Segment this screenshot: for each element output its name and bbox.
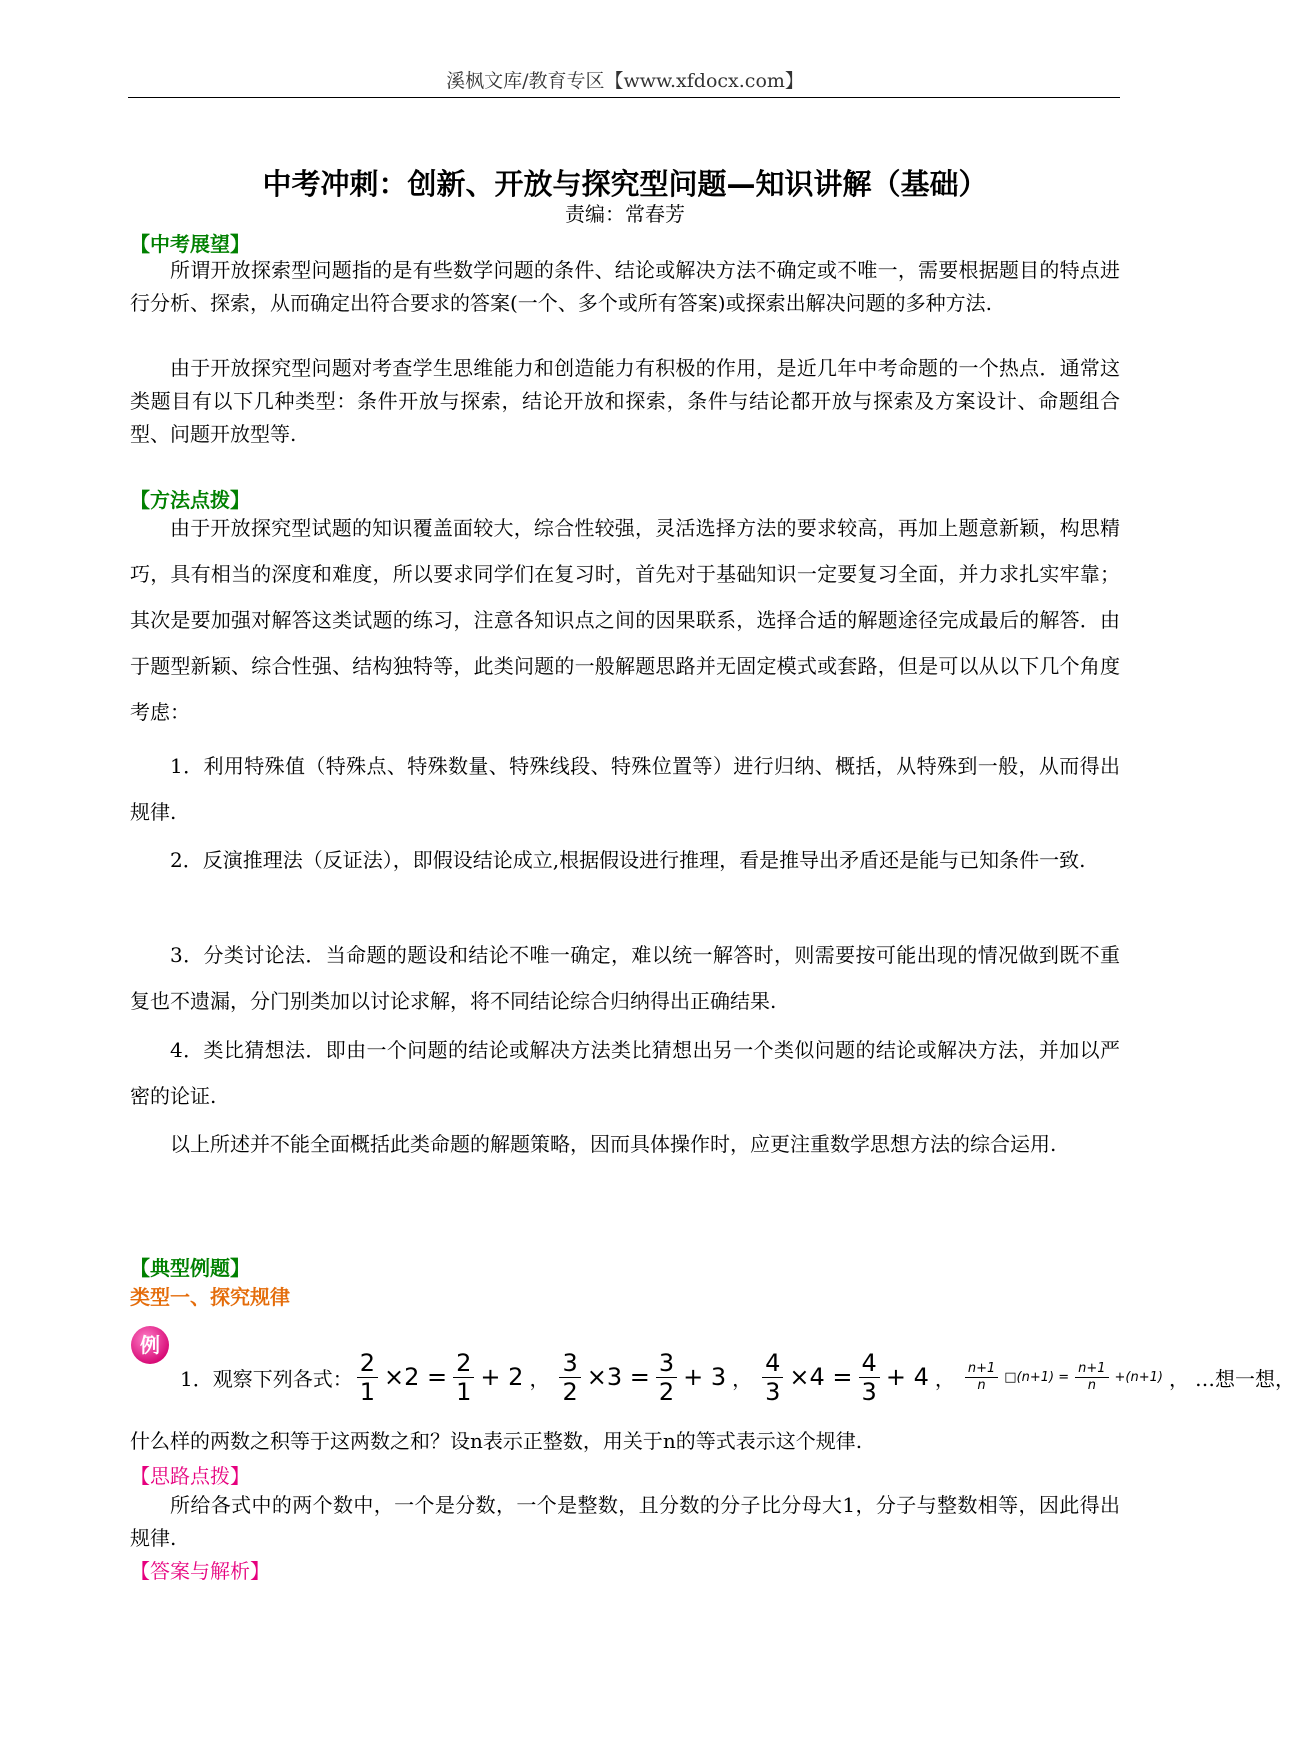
header-rule [128, 97, 1120, 98]
fraction: $\frac{2}{1}$ [357, 1349, 378, 1406]
example-1-tail: …想一想， [1194, 1366, 1295, 1391]
method-item-4: 4．类比猜想法．即由一个问题的结论或解决方法类比猜想出另一个类似问题的结论或解决方法，并加以严密的论证. [130, 1038, 1120, 1108]
example-1-equations: 1．观察下列各式： $\frac{2}{1}$ ×2 = $\frac{2}{1}$ + 2 ， $\frac{3}{2}$ ×3 = $\frac{3}{2}$ + 3 ， $\frac{4}{3}$ ×4 = $\frac{4}{3}$ + 4 ， $\frac{n+1}{n}$ □(n+1) = $\frac{n+1}{n}$ +(n+1) ， …想一想， [180, 1348, 1295, 1406]
examples-heading: 【典型例题】 [130, 1256, 250, 1280]
type-one-heading: 类型一、探究规律 [130, 1285, 290, 1309]
editor-line: 责编：常春芳 [565, 202, 685, 226]
method-item-2: 2．反演推理法（反证法），即假设结论成立,根据假设进行推理，看是推导出矛盾还是能与已知条件一致. [170, 848, 1086, 872]
page-title: 中考冲刺：创新、开放与探究型问题—知识讲解（基础） [262, 167, 988, 201]
outlook-paragraph-1: 所谓开放探索型问题指的是有些数学问题的条件、结论或解决方法不确定或不唯一，需要根据题目的特点进行分析、探索，从而确定出符合要求的答案(一个、多个或所有答案)或探索出解决问题的多种方法. [130, 258, 1120, 315]
example-badge-label: 例 [140, 1333, 160, 1357]
fraction: $\frac{3}{2}$ [559, 1349, 580, 1406]
fraction: $\frac{n+1}{n}$ [965, 1361, 998, 1394]
fraction: $\frac{3}{2}$ [656, 1349, 677, 1406]
method-item-1: 1．利用特殊值（特殊点、特殊数量、特殊线段、特殊位置等）进行归纳、概括，从特殊到一般，从而得出规律. [130, 754, 1120, 824]
method-paragraph-1: 由于开放探究型试题的知识覆盖面较大，综合性较强，灵活选择方法的要求较高，再加上题意新颖，构思精巧，具有相当的深度和难度，所以要求同学们在复习时，首先对于基础知识一定要复习全面，并力求扎实牢靠；其次是要加强对解答这类试题的练习，注意各知识点之间的因果联系，选择合适的解题途径完成最后的解答．由于题型新颖、综合性强、结构独特等，此类问题的一般解题思路并无固定模式或套路，但是可以从以下几个角度考虑： [130, 516, 1120, 724]
page-header: 溪枫文库/教育专区【www.xfdocx.com】 [446, 70, 804, 92]
fraction: $\frac{4}{3}$ [762, 1349, 783, 1406]
example-badge-icon [130, 1325, 170, 1365]
outlook-paragraph-2: 由于开放探究型问题对考查学生思维能力和创造能力有积极的作用，是近几年中考命题的一个热点．通常这类题目有以下几种类型：条件开放与探索，结论开放和探索，条件与结论都开放与探索及方案设计、命题组合型、问题开放型等. [130, 356, 1120, 446]
fraction: $\frac{2}{1}$ [453, 1349, 474, 1406]
method-heading: 【方法点拨】 [130, 488, 250, 512]
example-1-question: 什么样的两数之积等于这两数之和？设n表示正整数，用关于n的等式表示这个规律. [130, 1429, 863, 1453]
hint-heading: 【思路点拨】 [130, 1464, 250, 1488]
outlook-heading: 【中考展望】 [130, 232, 250, 256]
example-1-lead: 1．观察下列各式： [180, 1366, 353, 1391]
fraction: $\frac{n+1}{n}$ [1075, 1361, 1108, 1394]
method-item-3: 3．分类讨论法．当命题的题设和结论不唯一确定，难以统一解答时，则需要按可能出现的情况做到既不重复也不遗漏，分门别类加以讨论求解，将不同结论综合归纳得出正确结果. [130, 943, 1120, 1013]
hint-paragraph: 所给各式中的两个数中，一个是分数，一个是整数，且分数的分子比分母大1，分子与整数相等，因此得出规律. [130, 1493, 1120, 1550]
answer-heading: 【答案与解析】 [130, 1559, 270, 1583]
method-closing: 以上所述并不能全面概括此类命题的解题策略，因而具体操作时，应更注重数学思想方法的综合运用. [170, 1132, 1057, 1156]
fraction: $\frac{4}{3}$ [859, 1349, 880, 1406]
